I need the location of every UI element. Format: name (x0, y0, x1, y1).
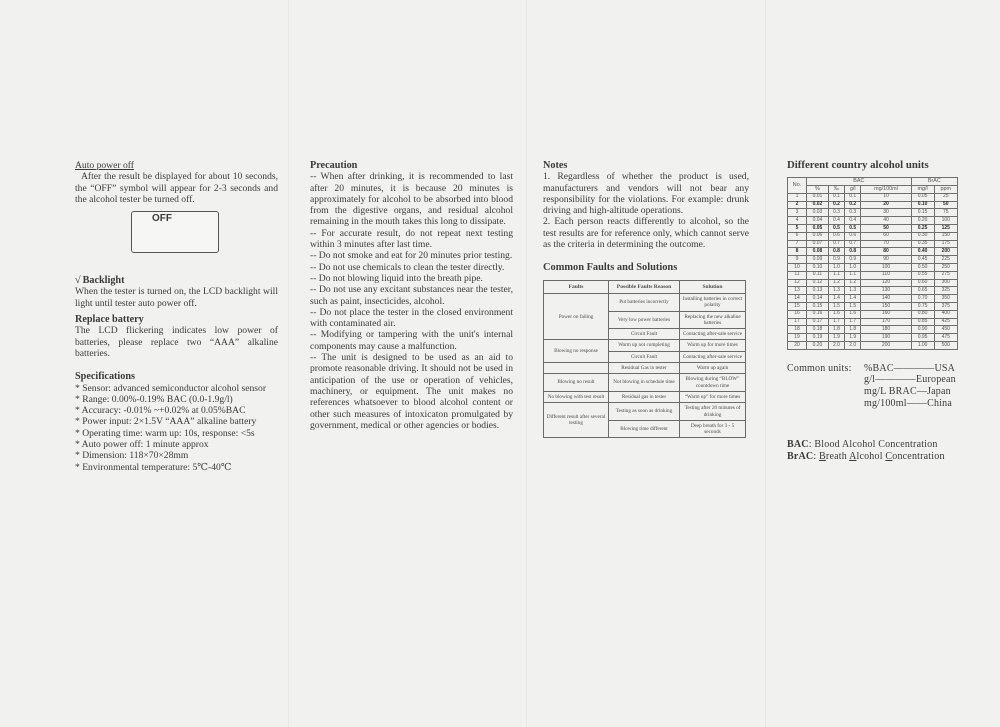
conv-cell: 400 (934, 310, 958, 318)
conv-subheader: % (807, 186, 829, 194)
conv-cell: 60 (861, 232, 911, 240)
conv-cell: 1.9 (828, 334, 844, 342)
faults-row (544, 363, 746, 374)
spec-item: * Auto power off: 1 minute approx (75, 439, 209, 451)
conv-subheader: mg/100ml (861, 186, 911, 194)
reason-cell: Very low power batteries (609, 311, 680, 329)
faults-table (543, 280, 746, 439)
conv-cell: 0.01 (807, 193, 829, 201)
conv-cell: 0.02 (807, 201, 829, 209)
unit-name: mg/L BRAC (864, 386, 917, 398)
conv-cell: 190 (861, 334, 911, 342)
conv-cell: 20 (861, 201, 911, 209)
conv-cell: 50 (934, 201, 958, 209)
unit-region: —Japan (916, 386, 951, 398)
conv-cell: 0.6 (828, 232, 844, 240)
brac-def-part: C (885, 450, 893, 462)
conv-header: BAC (807, 178, 912, 186)
conv-row (788, 225, 958, 233)
conv-row (788, 271, 958, 279)
conv-cell: 300 (934, 279, 958, 287)
conv-row (788, 303, 958, 311)
conv-row (788, 295, 958, 303)
abbreviation-definitions (787, 439, 960, 462)
conv-cell: 0.7 (845, 240, 861, 248)
conv-row (788, 256, 958, 264)
lcd-off-text: OFF (152, 213, 172, 225)
faults-heading: Common Faults and Solutions (543, 262, 678, 274)
spec-item: * Accuracy: -0.01% ~+0.02% at 0.05%BAC (75, 405, 246, 417)
lcd-display-illustration (131, 211, 219, 253)
precaution-item: -- When after drinking, it is recommended to last after 20 minutes, it is because 20 minutes is approximately for alcohol to be absorbed into blood from the digestive organs, and residual alcohol remaining in the mouth takes this long to dissipate. (310, 171, 513, 228)
conv-cell: 1.3 (828, 287, 844, 295)
conv-cell: 2.0 (828, 342, 844, 350)
spec-item: * Range: 0.00%-0.19% BAC (0.0-1.9g/l) (75, 393, 233, 405)
conv-cell: 10 (788, 264, 807, 272)
reason-cell: Testing as soon as drinking (609, 403, 680, 421)
conv-cell: 13 (788, 287, 807, 295)
brac-def-part: : (813, 450, 820, 462)
precaution-heading: Precaution (310, 160, 358, 171)
conv-cell: 7 (788, 240, 807, 248)
conv-row (788, 232, 958, 240)
bac-abbr: BAC (787, 439, 809, 451)
brac-abbr: BrAC (787, 450, 814, 462)
conv-cell: 12 (788, 279, 807, 287)
notes-heading: Notes (543, 160, 568, 171)
conv-cell: 170 (861, 318, 911, 326)
conv-cell: 0.85 (911, 318, 934, 326)
solution-cell: Deep breath for 3 - 5 seconds (680, 420, 746, 438)
unit-name: %BAC (864, 362, 894, 374)
conv-cell: 1.6 (828, 310, 844, 318)
conv-cell: 1.1 (828, 271, 844, 279)
conv-cell: 11 (788, 271, 807, 279)
conv-cell: 0.2 (828, 201, 844, 209)
conv-cell: 10 (861, 193, 911, 201)
fault-cell: No blowing with test result (544, 391, 609, 402)
conv-cell: 20 (788, 342, 807, 350)
conv-cell: 100 (934, 217, 958, 225)
conv-cell: 1.7 (845, 318, 861, 326)
conv-cell: 19 (788, 334, 807, 342)
conv-cell: 0.15 (807, 303, 829, 311)
precaution-item: -- Do not smoke and eat for 20 minutes prior testing. (310, 250, 513, 262)
faults-header: Faults (544, 280, 609, 293)
conv-cell: 0.1 (845, 193, 861, 201)
specifications-heading: Specifications (75, 371, 135, 383)
solution-cell: Installing batteries in correct polarity (680, 293, 746, 311)
reason-cell: Residual gas in tester (609, 391, 680, 402)
conv-header: No. (788, 178, 807, 194)
precaution-item: -- Modifying or tampering with the unit's internal components may cause a malfunction. (310, 329, 513, 352)
fault-cell: Blowing no response (544, 340, 609, 363)
solution-cell: Warm up again (680, 363, 746, 374)
spec-item: * Sensor: advanced semiconductor alcohol sensor (75, 382, 267, 394)
conv-cell: 0.05 (807, 225, 829, 233)
conv-cell: 0.07 (807, 240, 829, 248)
conv-cell: 0.13 (807, 287, 829, 295)
brac-def-part: oncentration (892, 450, 945, 462)
brac-definition (787, 451, 960, 463)
conv-row (788, 209, 958, 217)
conv-row (788, 279, 958, 287)
reason-cell: Put batteries incorrectly (609, 293, 680, 311)
conv-cell: 1.8 (828, 326, 844, 334)
auto-off-heading: Auto power off (75, 160, 134, 171)
replace-battery-text: The LCD flickering indicates low power of batteries, please replace two “AAA” alkaline batteries. (75, 325, 278, 359)
conv-cell: 250 (934, 264, 958, 272)
conv-cell: 80 (861, 248, 911, 256)
note-item: 2. Each person reacts differently to alcohol, so the test results are for reference only, which cannot serve as the criteria in determining the outcome. (543, 216, 749, 251)
precaution-item: -- For accurate result, do not repeat next testing within 3 minutes after last time. (310, 227, 513, 251)
solution-cell: Contacting after-sale service (680, 351, 746, 362)
precaution-item: -- Do not use any excitant substances near the tester, such as paint, insecticides, alcohol. (310, 284, 513, 307)
conv-cell: 180 (861, 326, 911, 334)
unit-region: ————USA (893, 362, 956, 374)
conv-cell: 0.06 (807, 232, 829, 240)
conv-cell: 1.2 (845, 279, 861, 287)
conv-subheader: g/l (845, 186, 861, 194)
precaution-item: -- Do not blowing liquid into the breath pipe. (310, 272, 483, 284)
brac-def-part: B (819, 450, 826, 462)
fault-cell: Blowing no result (544, 374, 609, 392)
solution-cell: Warm up for more times (680, 340, 746, 351)
conv-cell: 450 (934, 326, 958, 334)
conv-header: BrAC (911, 178, 957, 186)
column-alcohol-units (787, 160, 960, 462)
column-notes-faults (543, 160, 749, 438)
faults-row (544, 340, 746, 351)
conv-cell: 0.6 (845, 232, 861, 240)
conv-cell: 120 (861, 279, 911, 287)
faults-row (544, 293, 746, 311)
conv-cell: 0.75 (911, 303, 934, 311)
conv-cell: 0.40 (911, 248, 934, 256)
conv-cell: 0.10 (807, 264, 829, 272)
fault-cell (544, 363, 609, 374)
conv-cell: 500 (934, 342, 958, 350)
conv-cell: 1.5 (845, 303, 861, 311)
fault-cell: Power on failing (544, 293, 609, 339)
conv-cell: 1.0 (828, 264, 844, 272)
reason-cell: Circuit Fault (609, 351, 680, 362)
conv-cell: 0.25 (911, 225, 934, 233)
conv-cell: 1.00 (911, 342, 934, 350)
conv-row (788, 201, 958, 209)
conv-cell: 0.11 (807, 271, 829, 279)
column-precaution (310, 160, 513, 431)
backlight-text: When the tester is turned on, the LCD backlight will light until tester auto power off. (75, 286, 278, 309)
reason-cell: Circuit Fault (609, 329, 680, 340)
conv-cell: 1.0 (845, 264, 861, 272)
conversion-table (787, 177, 958, 350)
conv-cell: 30 (861, 209, 911, 217)
faults-header: Solution (680, 280, 746, 293)
conv-cell: 0.15 (911, 209, 934, 217)
unit-region: ————European (875, 374, 956, 386)
conv-cell: 0.14 (807, 295, 829, 303)
conv-row (788, 310, 958, 318)
conv-cell: 0.60 (911, 279, 934, 287)
conv-cell: 1.1 (845, 271, 861, 279)
conv-cell: 0.5 (828, 225, 844, 233)
conv-cell: 350 (934, 295, 958, 303)
faults-row (544, 403, 746, 421)
conv-cell: 150 (934, 232, 958, 240)
conv-row (788, 318, 958, 326)
bac-definition (787, 439, 960, 451)
conv-cell: 150 (861, 303, 911, 311)
conv-cell: 1.9 (845, 334, 861, 342)
conv-cell: 70 (861, 240, 911, 248)
faults-header: Possible Faults Reason (609, 280, 680, 293)
conv-row (788, 193, 958, 201)
column-auto-off-specs (75, 160, 278, 473)
conv-cell: 0.10 (911, 201, 934, 209)
conv-cell: 1.4 (845, 295, 861, 303)
solution-cell: “Warm up” for more times (680, 391, 746, 402)
brac-def-part: lcohol (856, 450, 886, 462)
conv-cell: 16 (788, 310, 807, 318)
conv-cell: 0.3 (845, 209, 861, 217)
fault-cell: Different result after several testing (544, 403, 609, 438)
conv-cell: 0.5 (845, 225, 861, 233)
conv-cell: 75 (934, 209, 958, 217)
conv-cell: 1.8 (845, 326, 861, 334)
conv-cell: 110 (861, 271, 911, 279)
conv-cell: 0.65 (911, 287, 934, 295)
spec-item: * Dimension: 118×70×28mm (75, 450, 189, 462)
conv-cell: 0.3 (828, 209, 844, 217)
conv-cell: 375 (934, 303, 958, 311)
replace-battery-heading: Replace battery (75, 314, 144, 326)
conv-cell: 0.03 (807, 209, 829, 217)
conv-row (788, 248, 958, 256)
conv-row (788, 240, 958, 248)
conv-row (788, 334, 958, 342)
conv-subheader: mg/l (911, 186, 934, 194)
conv-cell: 225 (934, 256, 958, 264)
conv-cell: 0.50 (911, 264, 934, 272)
conv-cell: 25 (934, 193, 958, 201)
precaution-item: -- The unit is designed to be used as an aid to promote reasonable driving. It should not be used in anticipation of the use or operation of vehicles, machinery, or equipment. The unit makes no references whatsoever to blood alcohol content or other such measures of intoxicaton promulgated by government, medical or other agencies or bodies. (310, 352, 513, 431)
conv-cell: 40 (861, 217, 911, 225)
conv-cell: 0.80 (911, 310, 934, 318)
conv-cell: 50 (861, 225, 911, 233)
conv-cell: 0.70 (911, 295, 934, 303)
conv-cell: 0.08 (807, 248, 829, 256)
check-icon: √ (75, 275, 81, 287)
common-units-label: Common units: (787, 362, 852, 374)
conv-cell: 4 (788, 217, 807, 225)
conv-cell: 200 (861, 342, 911, 350)
conv-row (788, 217, 958, 225)
unit-name: mg/100ml (864, 397, 907, 409)
conv-cell: 0.9 (845, 256, 861, 264)
common-units (787, 363, 960, 409)
conv-cell: 1 (788, 193, 807, 201)
conv-cell: 160 (861, 310, 911, 318)
reason-cell: Residual Gas in tester (609, 363, 680, 374)
conv-cell: 0.09 (807, 256, 829, 264)
solution-cell: Contacting after-sale service (680, 329, 746, 340)
precaution-item: -- Do not use chemicals to clean the tester directly. (310, 261, 505, 273)
conv-cell: 1.4 (828, 295, 844, 303)
conv-cell: 14 (788, 295, 807, 303)
conv-cell: 0.16 (807, 310, 829, 318)
conv-cell: 9 (788, 256, 807, 264)
faults-row (544, 391, 746, 402)
reason-cell: Warm up not completing (609, 340, 680, 351)
conv-cell: 1.3 (845, 287, 861, 295)
conv-cell: 0.8 (828, 248, 844, 256)
conv-cell: 475 (934, 334, 958, 342)
conv-cell: 1.2 (828, 279, 844, 287)
conv-cell: 1.6 (845, 310, 861, 318)
conv-cell: 0.30 (911, 232, 934, 240)
conv-cell: 0.04 (807, 217, 829, 225)
conv-cell: 15 (788, 303, 807, 311)
conv-cell: 275 (934, 271, 958, 279)
conv-cell: 0.4 (828, 217, 844, 225)
conv-cell: 1.7 (828, 318, 844, 326)
conv-subheader: ‰ (828, 186, 844, 194)
conv-cell: 1.5 (828, 303, 844, 311)
note-item: 1. Regardless of whether the product is used, manufacturers and vendors will not bear any responsibility for the violations. For example: drunk driving and high-altitude operations. (543, 171, 749, 217)
specifications-list (75, 383, 278, 473)
conv-cell: 0.8 (845, 248, 861, 256)
auto-off-text: After the result be displayed for about 10 seconds, the “OFF” symbol will appear for 2-3 seconds and the alcohol tester be turned off. (75, 171, 278, 205)
conv-cell: 125 (934, 225, 958, 233)
conv-cell: 0.45 (911, 256, 934, 264)
conv-row (788, 326, 958, 334)
conv-row (788, 342, 958, 350)
conv-cell: 0.05 (911, 193, 934, 201)
conv-cell: 0.90 (911, 326, 934, 334)
conv-row (788, 264, 958, 272)
conv-cell: 0.12 (807, 279, 829, 287)
conv-cell: 425 (934, 318, 958, 326)
conv-cell: 8 (788, 248, 807, 256)
conv-cell: 100 (861, 264, 911, 272)
brac-def-part: reath (825, 450, 850, 462)
conv-cell: 0.2 (845, 201, 861, 209)
bac-def: : Blood Alcohol Concentration (808, 439, 938, 451)
conv-cell: 0.20 (911, 217, 934, 225)
unit-region: ——China (906, 397, 953, 409)
backlight-heading: Backlight (82, 275, 125, 287)
conv-cell: 0.7 (828, 240, 844, 248)
reason-cell: Blowing time different (609, 420, 680, 438)
conv-cell: 0.19 (807, 334, 829, 342)
conv-cell: 140 (861, 295, 911, 303)
conv-cell: 17 (788, 318, 807, 326)
conv-cell: 3 (788, 209, 807, 217)
reason-cell: Not blowing in schedule time (609, 374, 680, 392)
conv-cell: 0.9 (828, 256, 844, 264)
conv-cell: 0.17 (807, 318, 829, 326)
conv-cell: 0.1 (828, 193, 844, 201)
solution-cell: Blowing during “BLOW” countdown time (680, 374, 746, 392)
conv-cell: 0.35 (911, 240, 934, 248)
faults-row (544, 374, 746, 392)
conv-cell: 175 (934, 240, 958, 248)
solution-cell: Replacing the new alkaline batteries (680, 311, 746, 329)
solution-cell: Testing after 20 minutes of drinking (680, 403, 746, 421)
conv-cell: 6 (788, 232, 807, 240)
spec-item: * Power input: 2×1.5V “AAA” alkaline battery (75, 416, 257, 428)
conv-cell: 0.55 (911, 271, 934, 279)
conv-row (788, 287, 958, 295)
precaution-item: -- Do not place the tester in the closed environment with contaminated air. (310, 306, 513, 330)
conv-cell: 2 (788, 201, 807, 209)
conv-cell: 325 (934, 287, 958, 295)
brac-def-part: A (849, 450, 857, 462)
spec-item: * Environmental temperature: 5℃-40℃ (75, 461, 232, 473)
conv-cell: 0.95 (911, 334, 934, 342)
conv-cell: 0.20 (807, 342, 829, 350)
conv-subheader: ppm (934, 186, 958, 194)
conv-cell: 2.0 (845, 342, 861, 350)
conv-cell: 18 (788, 326, 807, 334)
spec-item: * Operating time: warm up: 10s, response: <5s (75, 427, 255, 439)
units-heading: Different country alcohol units (787, 159, 929, 171)
conv-cell: 0.4 (845, 217, 861, 225)
unit-name: g/l (864, 374, 876, 386)
conv-cell: 5 (788, 225, 807, 233)
conv-cell: 130 (861, 287, 911, 295)
conv-cell: 200 (934, 248, 958, 256)
conv-cell: 0.18 (807, 326, 829, 334)
conv-cell: 90 (861, 256, 911, 264)
